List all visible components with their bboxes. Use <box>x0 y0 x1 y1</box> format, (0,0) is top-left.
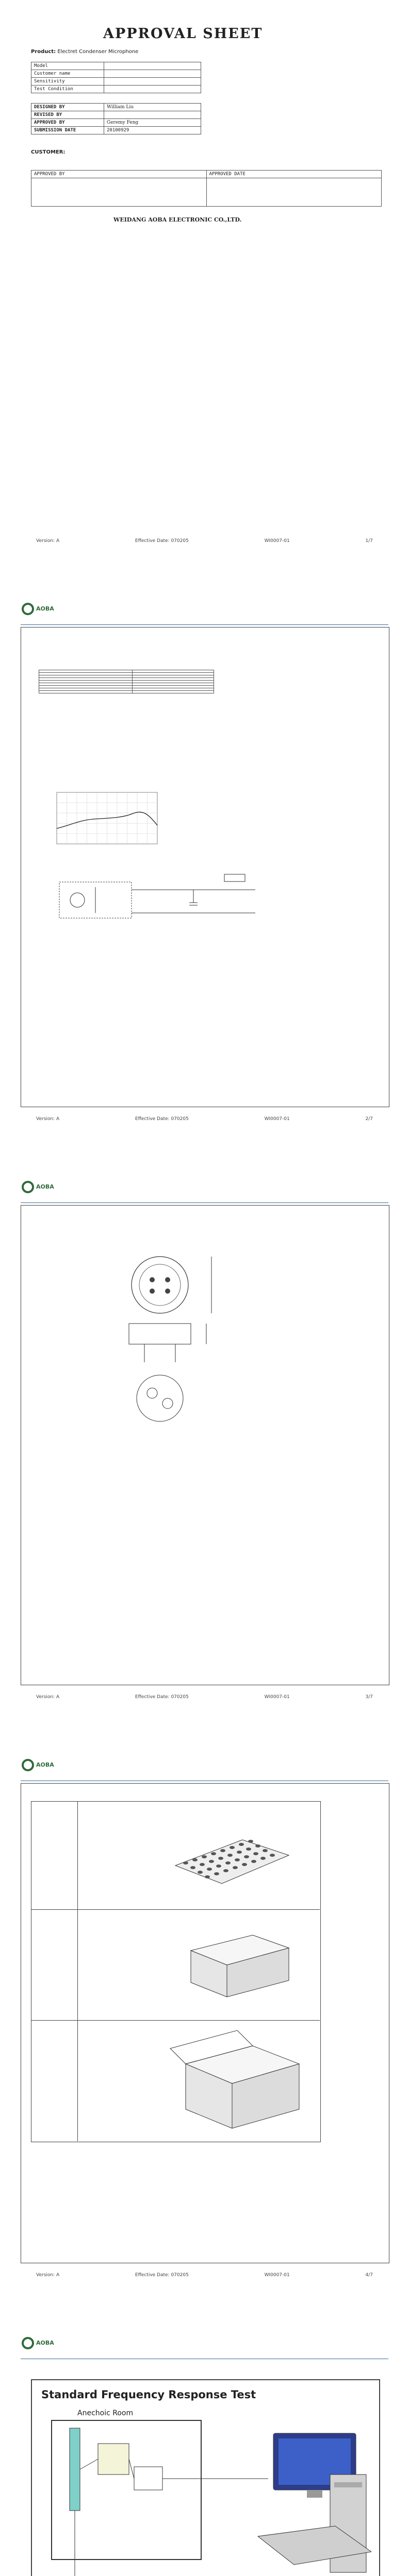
table-row <box>31 104 201 111</box>
characteristic-value <box>133 691 214 693</box>
dc-supply-icon <box>134 2467 162 2490</box>
spec-value <box>104 78 201 86</box>
speaker-icon <box>70 2428 80 2511</box>
product-line <box>31 49 138 55</box>
footer-date: Effective Date: 070205 <box>135 2273 189 2278</box>
footer-page: 4/7 <box>365 2273 373 2278</box>
company-logo <box>21 1179 57 1196</box>
product-label: Product: <box>31 49 56 55</box>
packing-row-divider <box>31 1909 320 1910</box>
footer-form: WI0007-01 <box>264 1116 290 1122</box>
tray-illustration <box>165 1819 299 1896</box>
tray-cell <box>225 1861 231 1865</box>
company-logo <box>21 2335 57 2352</box>
spec-label: Test Condition <box>31 86 104 93</box>
tray-cell <box>260 1857 266 1860</box>
tray-cell <box>237 1851 242 1854</box>
tray-cell <box>220 1849 225 1852</box>
footer-date: Effective Date: 070205 <box>135 1694 189 1700</box>
footer-version: Version: A <box>36 1694 60 1700</box>
tray-cell <box>202 1855 207 1858</box>
footer-form: WI0007-01 <box>264 538 290 544</box>
customer-label: CUSTOMER: <box>31 149 66 155</box>
tray-cell <box>255 1844 260 1848</box>
tray-cell <box>227 1854 233 1857</box>
spec-value <box>104 62 201 70</box>
sign-table <box>31 103 201 134</box>
tray-cell <box>190 1866 195 1869</box>
resistor-icon <box>224 874 245 882</box>
tray-cell <box>183 1861 188 1865</box>
capsule-side-view <box>129 1324 191 1344</box>
page-2 <box>0 578 409 1156</box>
table-row <box>31 171 382 178</box>
page-footer <box>36 2273 373 2281</box>
table-row <box>31 111 201 119</box>
packing-col-divider <box>77 1801 78 2141</box>
footer-date: Effective Date: 070205 <box>135 1116 189 1122</box>
tray-cell <box>263 1849 268 1852</box>
sign-label: DESIGNED BY <box>31 104 104 111</box>
sign-label: REVISED BY <box>31 111 104 119</box>
table-row <box>31 119 201 127</box>
page-header <box>21 1172 388 1203</box>
capsule-top-view <box>132 1257 188 1313</box>
tray-cell <box>211 1852 216 1855</box>
footer-version: Version: A <box>36 2273 60 2278</box>
page-3 <box>0 1156 409 1734</box>
footer-page: 1/7 <box>365 538 373 544</box>
sign-label: APPROVED BY <box>31 119 104 127</box>
table-row <box>39 691 214 693</box>
tray-cell <box>216 1865 221 1868</box>
product-value: Electret Condenser Microphone <box>57 49 139 55</box>
page-footer <box>36 538 373 547</box>
sign-value <box>104 111 201 119</box>
tray-cell <box>230 1846 235 1849</box>
capsule-sound-holes <box>150 1277 170 1294</box>
approve-header: APPROVED DATE <box>206 171 382 178</box>
tray-cell <box>248 1840 253 1843</box>
approve-signature-cell <box>31 178 207 207</box>
page-title: APPROVAL SHEET <box>103 26 263 42</box>
logo-ring-icon <box>22 603 34 615</box>
mic-fixture-icon <box>98 2444 129 2475</box>
page-header <box>21 594 388 625</box>
spec-label: Customer name <box>31 70 104 78</box>
page-5 <box>0 2312 409 2576</box>
page-header <box>21 2328 388 2359</box>
spec-label: Sensitivity <box>31 78 104 86</box>
approve-date-cell <box>206 178 382 207</box>
characteristic-label <box>39 691 133 693</box>
footer-date: Effective Date: 070205 <box>135 538 189 544</box>
spec-value <box>104 70 201 78</box>
tray-cell <box>244 1855 249 1858</box>
sign-value: William Liu <box>104 104 201 111</box>
tray-cell <box>253 1852 258 1855</box>
tray-cell <box>251 1860 256 1863</box>
table-row <box>31 86 201 93</box>
page-footer <box>36 1694 373 1703</box>
company-logo <box>21 601 57 618</box>
page-1 <box>0 0 409 578</box>
sign-value: 20100929 <box>104 127 201 134</box>
packing-row-divider <box>31 2020 320 2021</box>
monitor-stand <box>307 2490 322 2498</box>
characteristics-table <box>39 670 214 693</box>
logo-text: AOBA <box>36 605 54 612</box>
approve-header: APPROVED BY <box>31 171 207 178</box>
logo-ring-icon <box>22 1181 34 1193</box>
spec-label: Model <box>31 62 104 70</box>
table-row <box>31 62 201 70</box>
spec-value <box>104 86 201 93</box>
footer-page: 3/7 <box>365 1694 373 1700</box>
frequency-response-chart <box>44 783 162 850</box>
tray-cell <box>233 1866 238 1869</box>
tray-cell <box>239 1843 244 1846</box>
carton-illustration <box>165 2028 309 2136</box>
tray-cell <box>209 1860 214 1863</box>
logo-text: AOBA <box>36 2340 54 2346</box>
capsule-inner-ring <box>139 1264 181 1306</box>
tray-cell <box>192 1858 198 1861</box>
circuit-diagram <box>39 867 307 934</box>
tray-cell <box>235 1858 240 1861</box>
tray-cell <box>223 1869 228 1872</box>
footer-version: Version: A <box>36 538 60 544</box>
test-setup-diagram <box>41 2418 371 2576</box>
page-footer <box>36 1116 373 1125</box>
tray-cell <box>218 1857 223 1860</box>
tray-cell <box>214 1872 219 1875</box>
tray-cell <box>270 1854 275 1857</box>
page-header <box>21 1750 388 1781</box>
tray-cell <box>198 1871 203 1874</box>
tray-cell <box>207 1868 212 1871</box>
dimension-drawing <box>77 1233 294 1450</box>
pcb-terminal <box>147 1388 157 1398</box>
logo-ring-icon <box>22 1759 34 1771</box>
tray-cell <box>200 1863 205 1866</box>
footer-form: WI0007-01 <box>264 2273 290 2278</box>
approve-table <box>31 170 382 207</box>
pc-drive-bay <box>334 2482 362 2487</box>
footer-form: WI0007-01 <box>264 1694 290 1700</box>
page-4 <box>0 1734 409 2312</box>
spec-table <box>31 62 201 93</box>
signal-line <box>129 2459 134 2479</box>
company-name-en: WEIDANG AOBA ELECTRONIC CO.,LTD. <box>113 216 242 223</box>
inner-box-illustration <box>175 1925 299 2007</box>
table-row <box>31 78 201 86</box>
table-row <box>31 178 382 207</box>
tray-cell <box>246 1848 251 1851</box>
sign-value: Geremy Feng <box>104 119 201 127</box>
logo-text: AOBA <box>36 1761 54 1768</box>
table-row <box>31 127 201 134</box>
tray-cell <box>205 1875 210 1878</box>
mic-element-icon <box>70 893 85 907</box>
logo-text: AOBA <box>36 1183 54 1190</box>
company-logo <box>21 1757 57 1774</box>
footer-version: Version: A <box>36 1116 60 1122</box>
sign-label: SUBMISSION DATE <box>31 127 104 134</box>
anechoic-label: Anechoic Room <box>77 2409 134 2417</box>
logo-ring-icon <box>22 2337 34 2349</box>
table-row <box>31 70 201 78</box>
pcb-terminal <box>162 1398 173 1409</box>
tray-cell <box>242 1863 247 1866</box>
capsule-bottom-view <box>137 1375 183 1421</box>
test-setup-title: Standard Frequency Response Test <box>41 2388 256 2401</box>
signal-line <box>80 2459 98 2469</box>
footer-page: 2/7 <box>365 1116 373 1122</box>
